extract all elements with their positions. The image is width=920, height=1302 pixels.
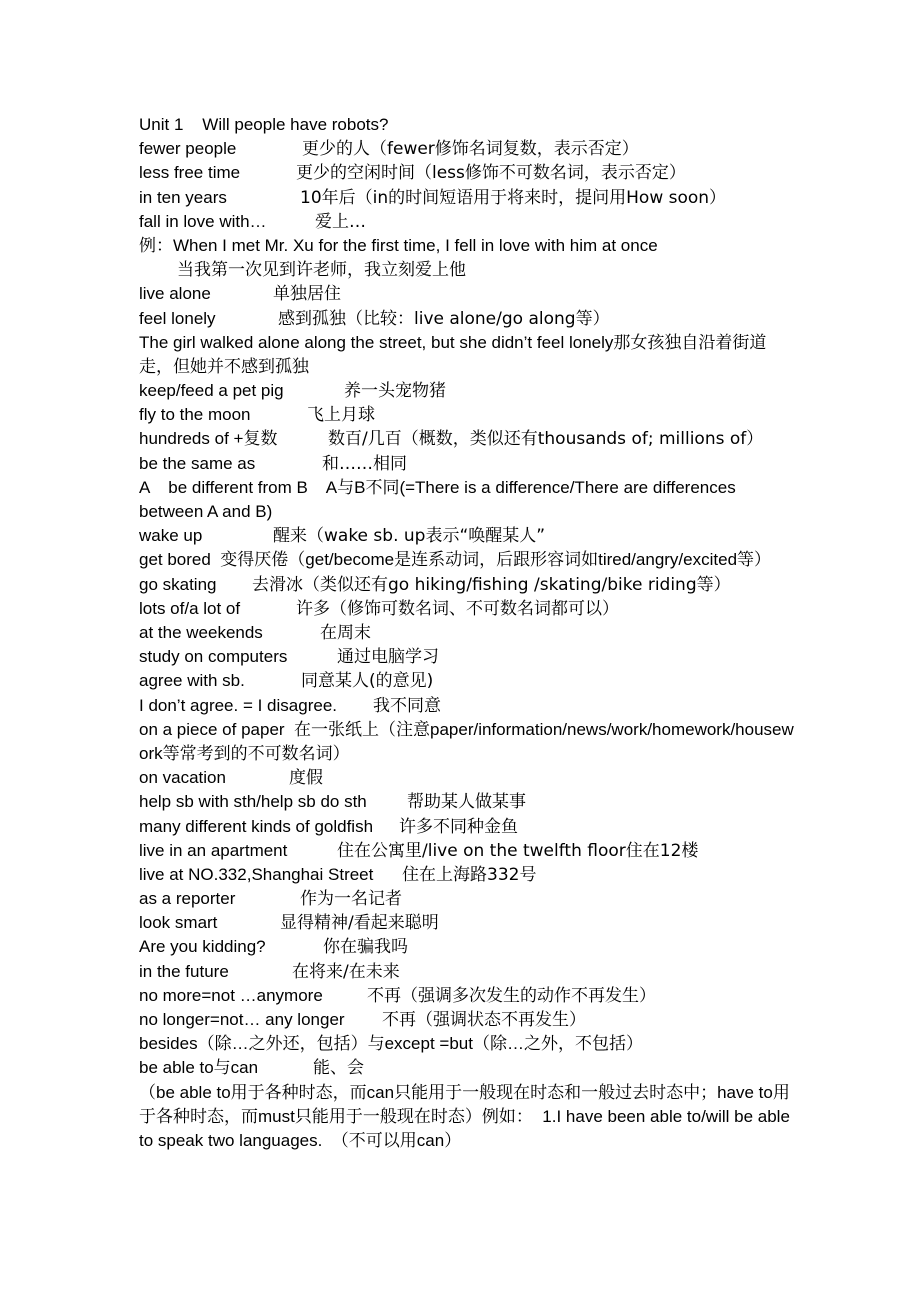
entry-zh: 我不同意 bbox=[373, 695, 441, 716]
entry-zh: 帮助某人做某事 bbox=[407, 792, 526, 813]
entry-apartment bbox=[139, 839, 794, 863]
entry-zh: 通过电脑学习 bbox=[337, 647, 439, 668]
entry-zh: 作为一名记者 bbox=[300, 889, 402, 910]
example-1-zh: 当我第一次见到许老师，我立刻爱上他 bbox=[177, 260, 466, 281]
entry-zh: 养一头宠物猪 bbox=[344, 381, 446, 402]
entry-hundreds-of bbox=[139, 427, 794, 451]
entry-en: live in an apartment bbox=[139, 840, 288, 860]
entry-en: help sb with sth/help sb do sth bbox=[139, 792, 367, 812]
entry-en: many different kinds of goldfish bbox=[139, 816, 374, 836]
entry-en: fewer people bbox=[139, 139, 237, 159]
entry-en: I don’t agree. = I disagree. bbox=[139, 695, 337, 715]
entry-en: agree with sb. bbox=[139, 671, 245, 691]
entry-en: no longer=not… any longer bbox=[139, 1010, 345, 1030]
entry-live-alone bbox=[139, 282, 794, 306]
entry-en: in ten years bbox=[139, 187, 227, 207]
entry-lots-of bbox=[139, 597, 794, 621]
entry-zh: 和……相同 bbox=[322, 453, 407, 474]
entry-go-skating bbox=[139, 573, 794, 597]
entry-en: no more=not …anymore bbox=[139, 985, 323, 1005]
example-1-en: 例：When I met Mr. Xu for the first time, I fell in love with him at once bbox=[139, 235, 658, 255]
entry-goldfish bbox=[139, 815, 794, 839]
entry-zh: 许多不同种金鱼 bbox=[399, 816, 518, 837]
entry-zh: 住在上海路332号 bbox=[402, 864, 537, 885]
entry-en: lots of/a lot of bbox=[139, 598, 241, 618]
entry-kidding bbox=[139, 935, 794, 959]
entry-agree-with bbox=[139, 669, 794, 693]
entry-be-able-to bbox=[139, 1056, 794, 1080]
entry-no-more bbox=[139, 984, 794, 1008]
entry-en: keep/feed a pet pig bbox=[139, 381, 284, 401]
entry-en: fall in love with… bbox=[139, 211, 267, 231]
entry-reporter bbox=[139, 887, 794, 911]
entry-en: in the future bbox=[139, 961, 229, 981]
entry-weekends bbox=[139, 621, 794, 645]
entry-en: less free time bbox=[139, 163, 241, 183]
entry-en: study on computers bbox=[139, 647, 288, 667]
entry-wake-up bbox=[139, 524, 794, 548]
entry-less-free-time bbox=[139, 161, 794, 185]
entry-zh: 许多（修饰可数名词、不可数名词都可以） bbox=[296, 598, 619, 619]
entry-zh: 度假 bbox=[289, 768, 323, 789]
entry-help-sb bbox=[139, 790, 794, 814]
entry-fly-to-moon bbox=[139, 403, 794, 427]
entry-zh: 能、会 bbox=[313, 1058, 364, 1079]
entry-fall-in-love bbox=[139, 210, 794, 234]
entry-en: fly to the moon bbox=[139, 405, 251, 425]
entry-shanghai-street bbox=[139, 863, 794, 887]
entry-zh: 更少的人（fewer修饰名词复数，表示否定） bbox=[302, 139, 639, 160]
entry-en: as a reporter bbox=[139, 889, 236, 909]
entry-zh: 在将来/在未来 bbox=[292, 961, 400, 982]
entry-different-from: A be different from B A与B不同(=There is a difference/There are differences between A and B) bbox=[139, 477, 741, 522]
entry-zh: 不再（强调多次发生的动作不再发生） bbox=[367, 985, 656, 1006]
entry-zh: 单独居住 bbox=[273, 284, 341, 305]
entry-future bbox=[139, 960, 794, 984]
entry-zh: 在周末 bbox=[320, 623, 371, 644]
entry-en: live at NO.332,Shanghai Street bbox=[139, 864, 374, 884]
entry-zh: 爱上… bbox=[315, 211, 366, 232]
entry-zh: 感到孤独（比较：live alone/go along等） bbox=[278, 308, 610, 329]
entry-en: Are you kidding? bbox=[139, 937, 266, 957]
entry-en: at the weekends bbox=[139, 623, 263, 643]
entry-no-longer bbox=[139, 1008, 794, 1032]
entry-en: feel lonely bbox=[139, 308, 216, 328]
entry-zh: 显得精神/看起来聪明 bbox=[280, 913, 439, 934]
unit-title: Unit 1 Will people have robots? bbox=[139, 115, 389, 134]
entry-zh: 10年后（in的时间短语用于将来时，提问用How soon） bbox=[300, 187, 727, 208]
entry-feel-lonely bbox=[139, 307, 794, 331]
entry-zh: 住在公寓里/live on the twelfth floor住在12楼 bbox=[337, 840, 699, 861]
entry-zh: 去滑冰（类似还有go hiking/fishing /skating/bike riding等） bbox=[252, 574, 731, 595]
entry-zh: 醒来（wake sb. up表示“唤醒某人” bbox=[273, 526, 546, 547]
entry-study-computers bbox=[139, 645, 794, 669]
entry-en: hundreds of +复数 bbox=[139, 429, 278, 449]
entry-same-as bbox=[139, 452, 794, 476]
entry-get-bored: get bored 变得厌倦（get/become是连系动词，后跟形容词如tired/angry/excited等） bbox=[139, 550, 772, 570]
entry-zh: 不再（强调状态不再发生） bbox=[382, 1010, 586, 1031]
entry-be-able-to-note: （be able to用于各种时态，而can只能用于一般现在时态和一般过去时态中；have to用于各种时态，而must只能用于一般现在时态）例如： 1.I have been able to/will be able to speak two languages. （不可以用can） bbox=[139, 1082, 795, 1151]
entry-en: live alone bbox=[139, 284, 211, 304]
entry-zh: 数百/几百（概数，类似还有thousands of; millions of） bbox=[328, 429, 764, 450]
entry-zh: 同意某人(的意见) bbox=[301, 671, 434, 692]
entry-disagree bbox=[139, 694, 794, 718]
entry-look-smart bbox=[139, 911, 794, 935]
entry-zh: 飞上月球 bbox=[307, 405, 375, 426]
entry-on-vacation bbox=[139, 766, 794, 790]
entry-en: be the same as bbox=[139, 453, 256, 473]
entry-in-ten-years bbox=[139, 186, 794, 210]
entry-piece-of-paper: on a piece of paper 在一张纸上（注意paper/information/news/work/homework/housework等常考到的不可数名词） bbox=[139, 719, 794, 763]
entry-en: wake up bbox=[139, 526, 203, 546]
entry-pet-pig bbox=[139, 379, 794, 403]
entry-en: be able to与can bbox=[139, 1058, 259, 1078]
entry-fewer-people bbox=[139, 137, 794, 161]
entry-zh: 更少的空闲时间（less修饰不可数名词，表示否定） bbox=[296, 163, 686, 184]
entry-en: on vacation bbox=[139, 768, 226, 788]
document-body bbox=[139, 113, 794, 1153]
example-2: The girl walked alone along the street, but she didn’t feel lonely那女孩独自沿着街道走，但她并不感到孤独 bbox=[139, 332, 767, 376]
entry-besides: besides（除…之外还，包括）与except =but（除…之外，不包括） bbox=[139, 1034, 643, 1054]
entry-en: look smart bbox=[139, 913, 218, 933]
entry-zh: 你在骗我吗 bbox=[323, 937, 408, 958]
entry-en: go skating bbox=[139, 574, 217, 594]
